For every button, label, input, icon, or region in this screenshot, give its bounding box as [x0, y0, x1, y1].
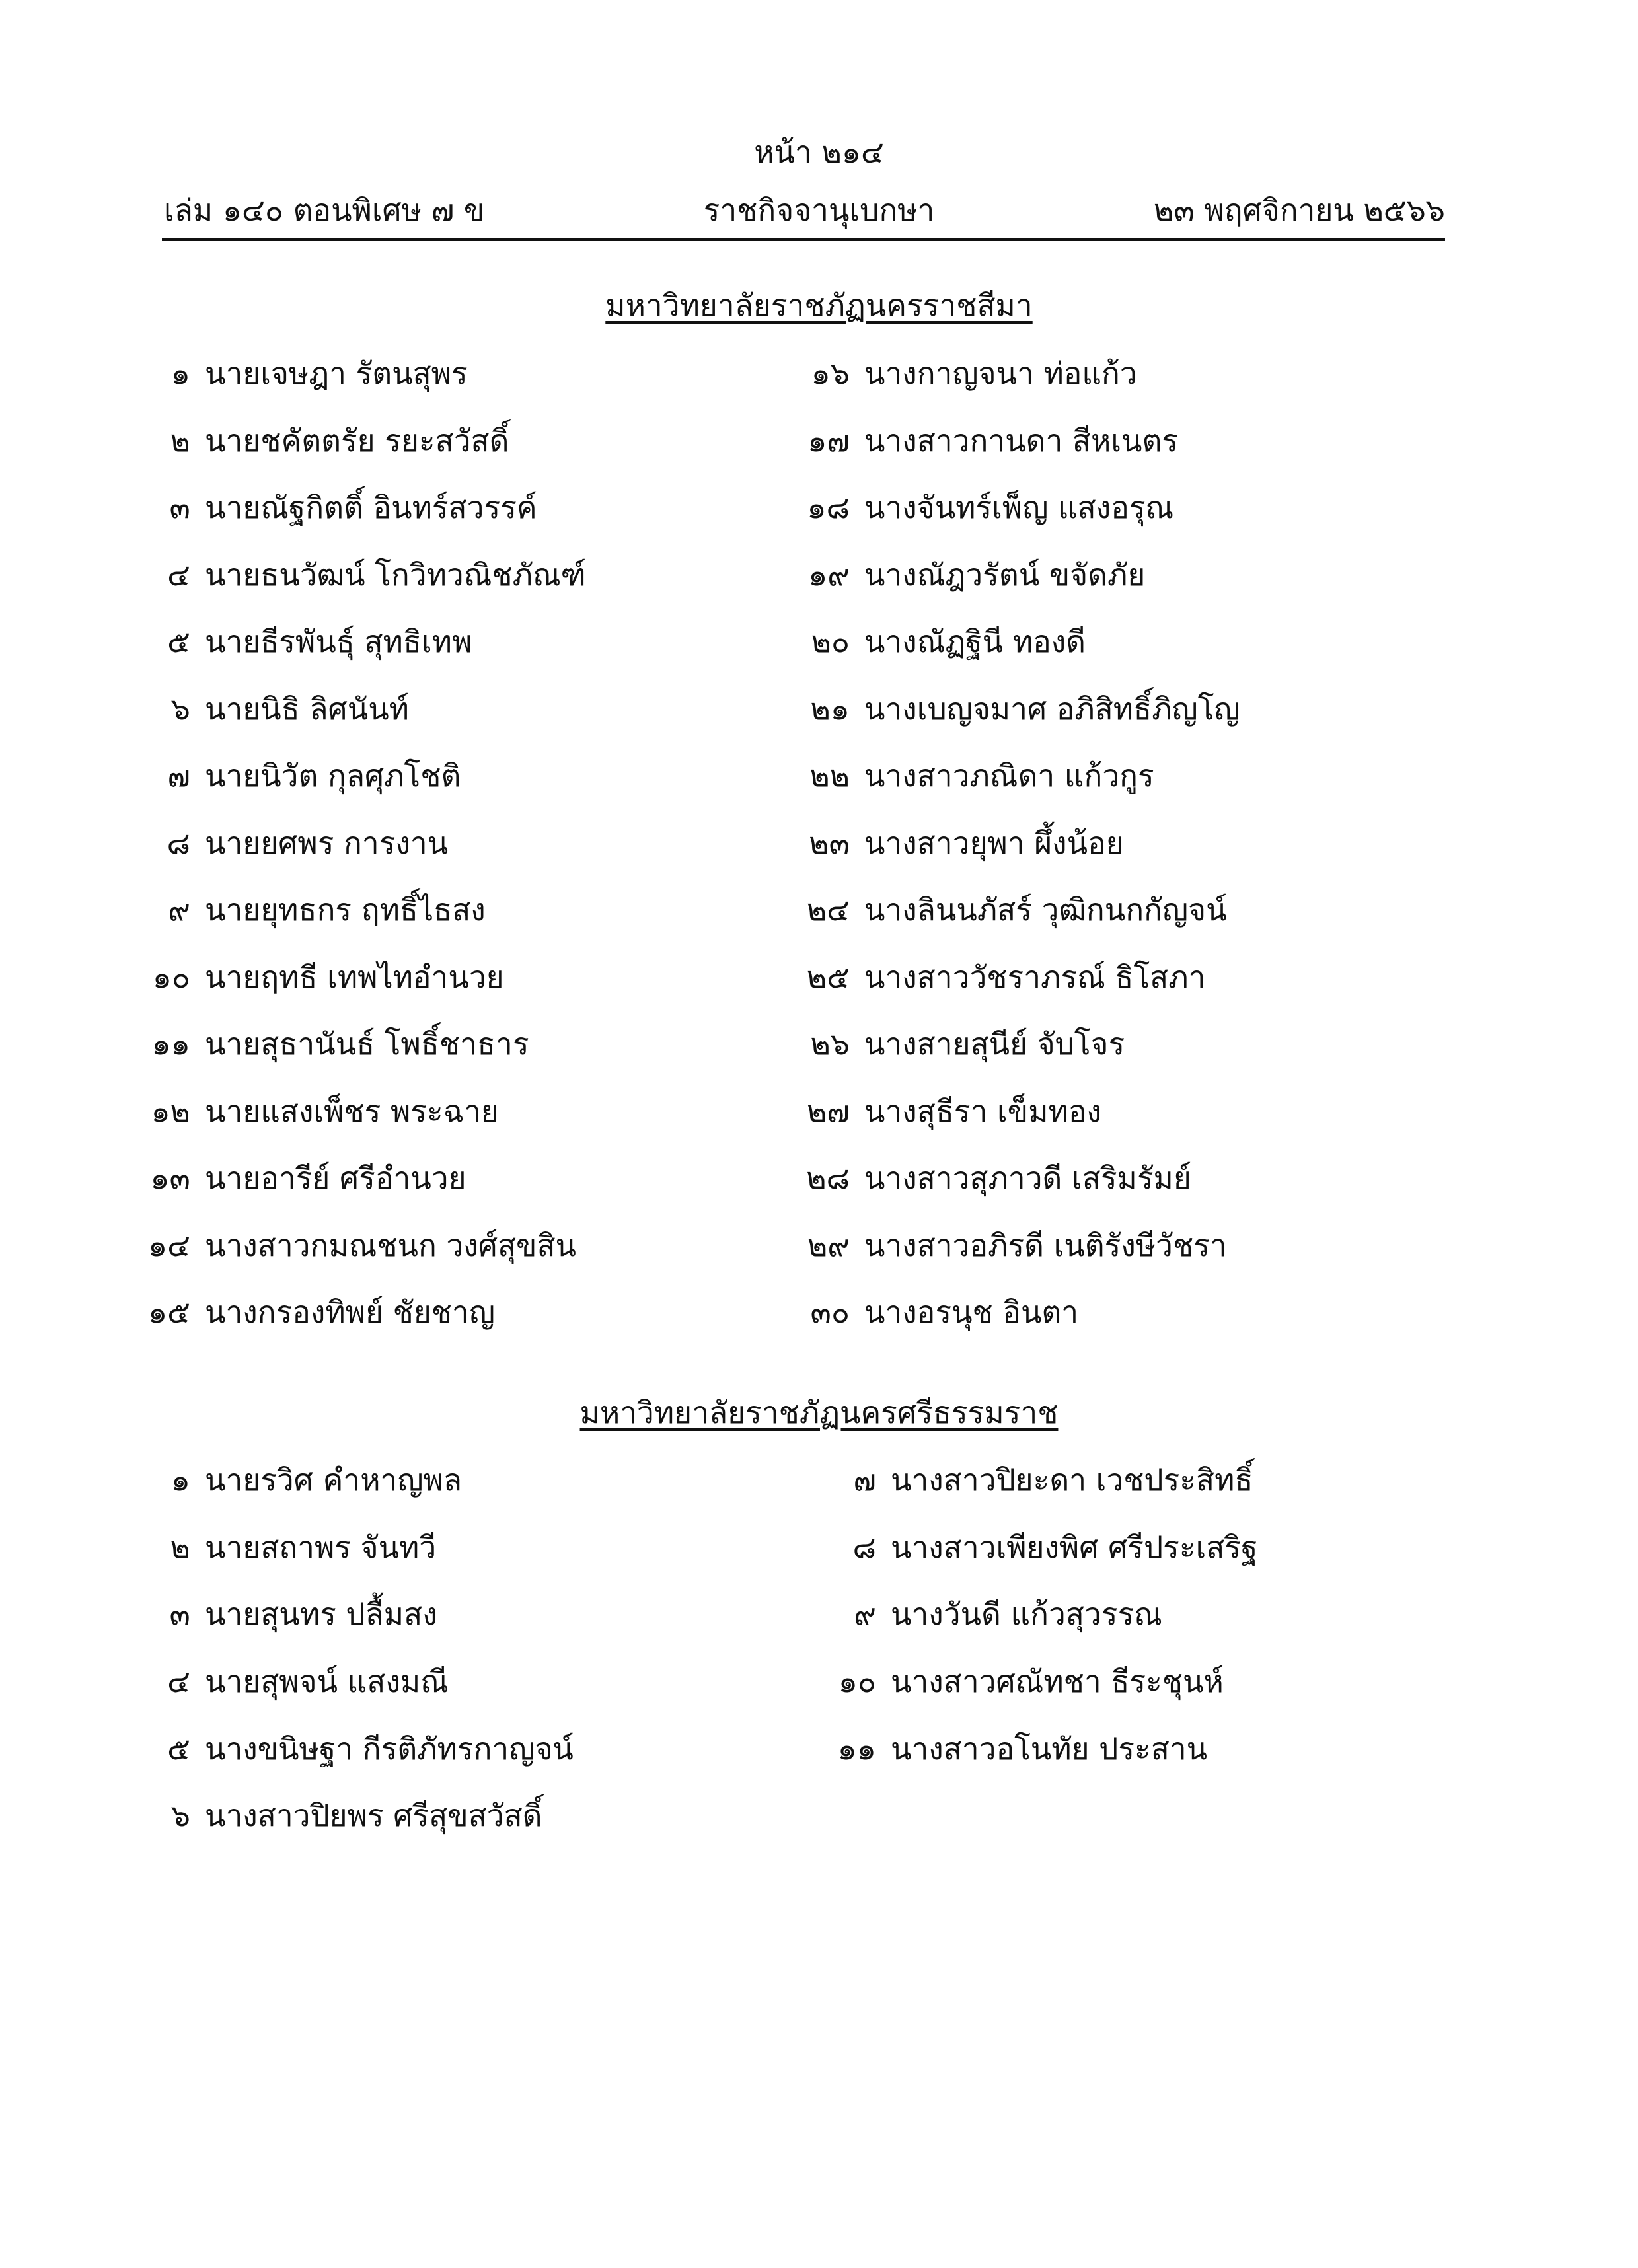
item-number: ๒๘	[806, 1160, 850, 1196]
item-name: นายชคัตตรัย รยะสวัสดิ์	[205, 422, 509, 458]
list-item	[805, 1729, 1257, 1796]
list-item	[778, 1024, 1240, 1091]
item-name: นางกาญจนา ท่อแก้ว	[864, 355, 1137, 391]
list-item	[119, 622, 586, 689]
list-item	[805, 1527, 1257, 1595]
list-item	[778, 555, 1240, 622]
item-name: นางเบญจมาศ อภิสิทธิ์ภิญโญ	[864, 690, 1240, 727]
item-number: ๒๑	[810, 690, 850, 727]
item-name: นางวันดี แก้วสุวรรณ	[891, 1596, 1162, 1632]
list-item	[119, 1662, 574, 1729]
name-list-right	[778, 353, 1240, 1360]
item-number: ๑๔	[147, 1227, 190, 1263]
list-item	[119, 890, 586, 957]
item-number: ๖	[170, 690, 190, 727]
list-item	[119, 756, 586, 823]
item-number: ๒๙	[807, 1227, 850, 1263]
item-name: นางลินนภัสร์ วุฒิกนกกัญจน์	[864, 892, 1227, 928]
item-name: นางสาววัชราภรณ์ ธิโสภา	[864, 959, 1206, 995]
item-number: ๒	[170, 422, 190, 458]
item-number: ๒๓	[809, 824, 850, 861]
list-item	[119, 1527, 574, 1595]
item-number: ๙	[168, 892, 190, 928]
item-number: ๓	[169, 490, 190, 525]
item-number: ๕	[167, 1730, 190, 1767]
header-divider	[162, 238, 1445, 241]
list-item	[778, 1091, 1240, 1159]
name-list-right	[805, 1460, 1257, 1796]
list-item	[119, 555, 586, 622]
item-name: นางสาวภณิดา แก้วกูร	[864, 758, 1154, 793]
list-item	[805, 1460, 1257, 1527]
list-item	[119, 488, 586, 555]
item-number: ๒๐	[811, 624, 850, 659]
item-name: นางสาวสุภาวดี เสริมรัมย์	[864, 1160, 1191, 1196]
item-number: ๒๔	[806, 892, 850, 928]
item-name: นายนิวัต กุลศุภโชติ	[205, 758, 461, 793]
list-item	[805, 1594, 1257, 1662]
item-number: ๔	[167, 1664, 190, 1700]
item-name: นางณัฏฐินี ทองดี	[864, 624, 1086, 659]
item-number: ๒๕	[806, 959, 850, 995]
page-number: หน้า ๒๑๔	[754, 134, 884, 170]
item-name: นายฤทธี เทพไทอำนวย	[205, 959, 504, 995]
item-name: นางขนิษฐา กีรติภัทรกาญจน์	[205, 1730, 574, 1767]
item-number: ๑๕	[147, 1294, 190, 1330]
item-name: นางจันทร์เพ็ญ แสงอรุณ	[864, 490, 1174, 525]
item-number: ๑๑	[837, 1730, 876, 1767]
list-item	[119, 1091, 586, 1159]
item-number: ๔	[167, 556, 190, 593]
list-item	[119, 1292, 586, 1360]
item-number: ๒๖	[810, 1026, 850, 1062]
item-number: ๑๑	[151, 1026, 190, 1062]
item-name: นายธีรพันธุ์ สุทธิเทพ	[205, 624, 472, 659]
issue-date: ๒๓ พฤศจิกายน ๒๕๖๖	[1154, 192, 1445, 228]
list-item	[778, 421, 1240, 488]
item-number: ๑๘	[807, 490, 850, 525]
list-item	[119, 1225, 586, 1293]
item-name: นายแสงเพ็ชร พระฉาย	[205, 1093, 499, 1129]
item-name: นายสถาพร จันทวี	[205, 1529, 437, 1565]
section-title: มหาวิทยาลัยราชภัฏนครราชสีมา	[605, 287, 1033, 323]
item-number: ๑๖	[811, 355, 850, 391]
gazette-title: ราชกิจจานุเบกษา	[703, 192, 935, 228]
list-item	[119, 353, 586, 421]
list-item	[119, 1158, 586, 1225]
item-number: ๑๙	[808, 556, 850, 593]
item-name: นายธนวัฒน์ โกวิทวณิชภัณฑ์	[205, 556, 586, 593]
list-item	[119, 1460, 574, 1527]
item-number: ๘	[852, 1529, 876, 1565]
item-number: ๗	[853, 1462, 876, 1498]
list-item	[119, 421, 586, 488]
item-number: ๑๐	[152, 959, 190, 995]
list-item	[119, 957, 586, 1025]
list-item	[119, 689, 586, 756]
volume-issue: เล่ม ๑๔๐ ตอนพิเศษ ๗ ข	[164, 192, 485, 228]
item-name: นายเจษฎา รัตนสุพร	[205, 355, 468, 391]
item-name: นางสุธีรา เข็มทอง	[864, 1093, 1101, 1129]
item-name: นายนิธิ ลิศนันท์	[205, 690, 409, 727]
item-number: ๑๓	[150, 1160, 190, 1196]
item-name: นายยุทธกร ฤทธิ์ไธสง	[205, 892, 486, 928]
item-name: นางสายสุนีย์ จับโจร	[864, 1026, 1125, 1062]
list-item	[778, 353, 1240, 421]
item-number: ๑	[170, 1462, 190, 1498]
item-number: ๒๒	[809, 758, 850, 793]
item-name: นางสาวปิยะดา เวชประสิทธิ์	[891, 1462, 1253, 1498]
item-number: ๓	[169, 1596, 190, 1632]
item-number: ๙	[854, 1596, 876, 1632]
list-item	[778, 1225, 1240, 1293]
list-item	[778, 1158, 1240, 1225]
item-number: ๗	[167, 758, 190, 793]
item-name: นางสาวยุพา ผึ้งน้อย	[864, 824, 1124, 861]
list-item	[805, 1662, 1257, 1729]
list-item	[778, 823, 1240, 891]
item-name: นางสาวเพียงพิศ ศรีประเสริฐ	[891, 1529, 1258, 1565]
list-item	[119, 1594, 574, 1662]
list-item	[778, 689, 1240, 756]
item-number: ๘	[167, 824, 190, 861]
item-name: นายยศพร การงาน	[205, 824, 449, 861]
item-name: นายรวิศ คำหาญพล	[205, 1462, 463, 1498]
item-number: ๖	[170, 1798, 190, 1834]
list-item	[778, 1292, 1240, 1360]
item-name: นายณัฐกิตติ์ อินทร์สวรรค์	[205, 490, 537, 525]
item-name: นายสุพจน์ แสงมณี	[205, 1664, 449, 1700]
list-item	[119, 1729, 574, 1796]
name-list-left	[119, 353, 586, 1360]
list-item	[778, 488, 1240, 555]
item-name: นางสาวอภิรดี เนติรังษีวัชรา	[864, 1227, 1227, 1263]
item-name: นายสุนทร ปลื้มสง	[205, 1596, 437, 1632]
list-item	[778, 957, 1240, 1025]
item-number: ๑๒	[151, 1093, 190, 1129]
list-item	[119, 1796, 574, 1863]
item-number: ๓๐	[810, 1294, 850, 1330]
item-number: ๒	[170, 1529, 190, 1565]
list-item	[778, 756, 1240, 823]
item-name: นางณัฎวรัตน์ ขจัดภัย	[864, 556, 1146, 593]
item-name: นางอรนุช อินตา	[864, 1294, 1079, 1330]
list-item	[119, 823, 586, 891]
list-item	[778, 622, 1240, 689]
item-name: นายอารีย์ ศรีอำนวย	[205, 1160, 466, 1196]
item-name: นายสุธานันธ์ โพธิ์ชาธาร	[205, 1026, 529, 1062]
item-name: นางสาวศณัทชา ธีระชุนห์	[891, 1664, 1224, 1700]
name-list-left	[119, 1460, 574, 1863]
item-name: นางสาวกมณชนก วงศ์สุขสิน	[205, 1227, 576, 1263]
item-name: นางกรองทิพย์ ชัยชาญ	[205, 1294, 496, 1330]
item-name: นางสาวกานดา สีหเนตร	[864, 422, 1179, 458]
list-item	[119, 1024, 586, 1091]
list-item	[778, 890, 1240, 957]
item-number: ๑๗	[807, 422, 850, 458]
item-number: ๑๐	[838, 1664, 876, 1700]
section-title: มหาวิทยาลัยราชภัฏนครศรีธรรมราช	[579, 1395, 1059, 1430]
item-name: นางสาวอโนทัย ประสาน	[891, 1730, 1208, 1767]
item-name: นางสาวปิยพร ศรีสุขสวัสดิ์	[205, 1798, 542, 1834]
item-number: ๕	[167, 624, 190, 659]
item-number: ๑	[170, 355, 190, 391]
item-number: ๒๗	[807, 1093, 850, 1129]
